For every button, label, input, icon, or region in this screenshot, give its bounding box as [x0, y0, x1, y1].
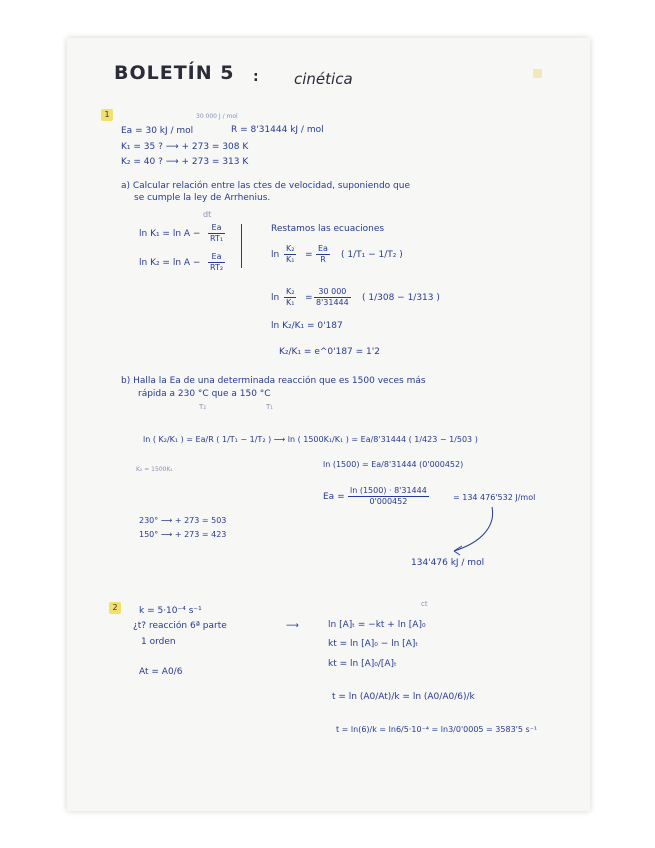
paper-sheet — [67, 38, 590, 811]
arrow-to-result — [440, 505, 500, 560]
eq1-k-ratio: $\frac{\text{K₂}}{\text{K₁}}$ — [286, 244, 295, 264]
kinetics-eq-5: t = ln(6)/k = ln6/5·10⁻⁴ = ln3/0'0005 = 3583'5 s⁻¹ — [336, 725, 538, 734]
b-eq3-result: = 134 476'532 J/mol — [453, 493, 536, 502]
eq2-temps: ( 1/308 − 1/313 ) — [362, 293, 440, 303]
b-eq3-left: Ea = — [323, 492, 345, 502]
arrow-glyph: ⟶ — [286, 621, 299, 631]
r-given: R = 8'31444 kJ / mol — [231, 125, 324, 135]
eq1-ea-over-r: $\frac{Ea}{R}$ — [318, 244, 328, 264]
kinetics-eq-4: t = ln (A0/At)/k = ln (A0/A0/6)/k — [332, 692, 475, 702]
ln-k2-equation: ln K₂ = ln A − — [139, 258, 201, 268]
k2-given: K₂ = 40 ? ⟶ + 273 = 313 K — [121, 157, 249, 167]
question-a-line2: se cumple la ley de Arrhenius. — [134, 193, 271, 203]
ln-k1-equation: ln K₁ = ln A − — [139, 229, 201, 239]
eq2-equals: = — [305, 293, 313, 303]
k2-note: K₂ = 1500K₁ — [136, 466, 173, 473]
kinetics-eq-1: ln [A]ₜ = −kt + ln [A]₀ — [328, 620, 426, 630]
question-a-line1: a) Calcular relación entre las ctes de velocidad, suponiendo que — [121, 181, 410, 191]
ln-k2-fraction: $\frac{Ea}{\text{RT₂}}$ — [210, 252, 224, 272]
eq2-ln: ln — [271, 293, 280, 303]
eq4-result: K₂/K₁ = e^0'187 = 1'2 — [279, 347, 380, 357]
question-b-line1: b) Halla la Ea de una determinada reacción que es 1500 veces más — [121, 376, 426, 386]
section-marker-1: 1 — [101, 109, 113, 121]
t1-note: T₁ — [266, 403, 274, 411]
annotation-top: 30 000 J / mol — [196, 113, 238, 120]
kinetics-eq-3: kt = ln [A]₀/[A]ₜ — [328, 659, 397, 669]
bracket — [241, 224, 245, 268]
eq3-result: ln K₂/K₁ = 0'187 — [271, 321, 343, 331]
page-subtitle: cinética — [294, 70, 353, 88]
eq2-k-ratio: $\frac{\text{K₂}}{\text{K₁}}$ — [286, 287, 295, 307]
conversion-150: 150° ⟶ + 273 = 423 — [139, 530, 227, 539]
question-2: ¿t? reacción 6ª parte — [133, 621, 227, 631]
final-result: 134'476 kJ / mol — [411, 558, 485, 568]
t2-note: T₂ — [199, 403, 207, 411]
at-expression: At = A0/6 — [139, 667, 183, 677]
eq2-value: $\frac{30 000}{8'31444}$ — [316, 287, 349, 307]
b-equation-2: ln (1500) = Ea/8'31444 (0'000452) — [323, 460, 464, 469]
eq1-temps: ( 1/T₁ − 1/T₂ ) — [341, 250, 403, 260]
rate-constant: k = 5·10⁻⁴ s⁻¹ — [139, 606, 202, 616]
ln-k1-fraction: $\frac{Ea}{\text{RT₁}}$ — [210, 223, 224, 243]
eq1-ln: ln — [271, 250, 280, 260]
highlight-mark — [533, 69, 542, 78]
ea-given: Ea = 30 kJ / mol — [121, 126, 194, 136]
b-equation-1: ln ( K₂/K₁ ) = Ea/R ( 1/T₁ − 1/T₂ ) ⟶ ln ( 1500K₁/K₁ ) = Ea/8'31444 ( 1/423 − 1/503 ) — [143, 435, 478, 444]
eq1-equals: = — [305, 250, 313, 260]
reaction-order: 1 orden — [141, 637, 176, 647]
restamos-text: Restamos las ecuaciones — [271, 224, 385, 234]
question-b-line2: rápida a 230 °C que a 150 °C — [138, 389, 271, 399]
section-marker-2: 2 — [109, 602, 121, 614]
conversion-230: 230° ⟶ + 273 = 503 — [139, 516, 227, 525]
title-colon: : — [253, 69, 260, 85]
kinetics-eq-2: kt = ln [A]₀ − ln [A]ₜ — [328, 639, 419, 649]
ct-note: ct — [421, 600, 428, 608]
k1-given: K₁ = 35 ? ⟶ + 273 = 308 K — [121, 142, 249, 152]
page-title: BOLETÍN 5 — [114, 62, 235, 84]
dt-note: dt — [203, 210, 212, 219]
b-eq3-fraction: $\frac{\ln (1500) \cdot 8'31444}{0'000452}$ — [350, 486, 427, 506]
